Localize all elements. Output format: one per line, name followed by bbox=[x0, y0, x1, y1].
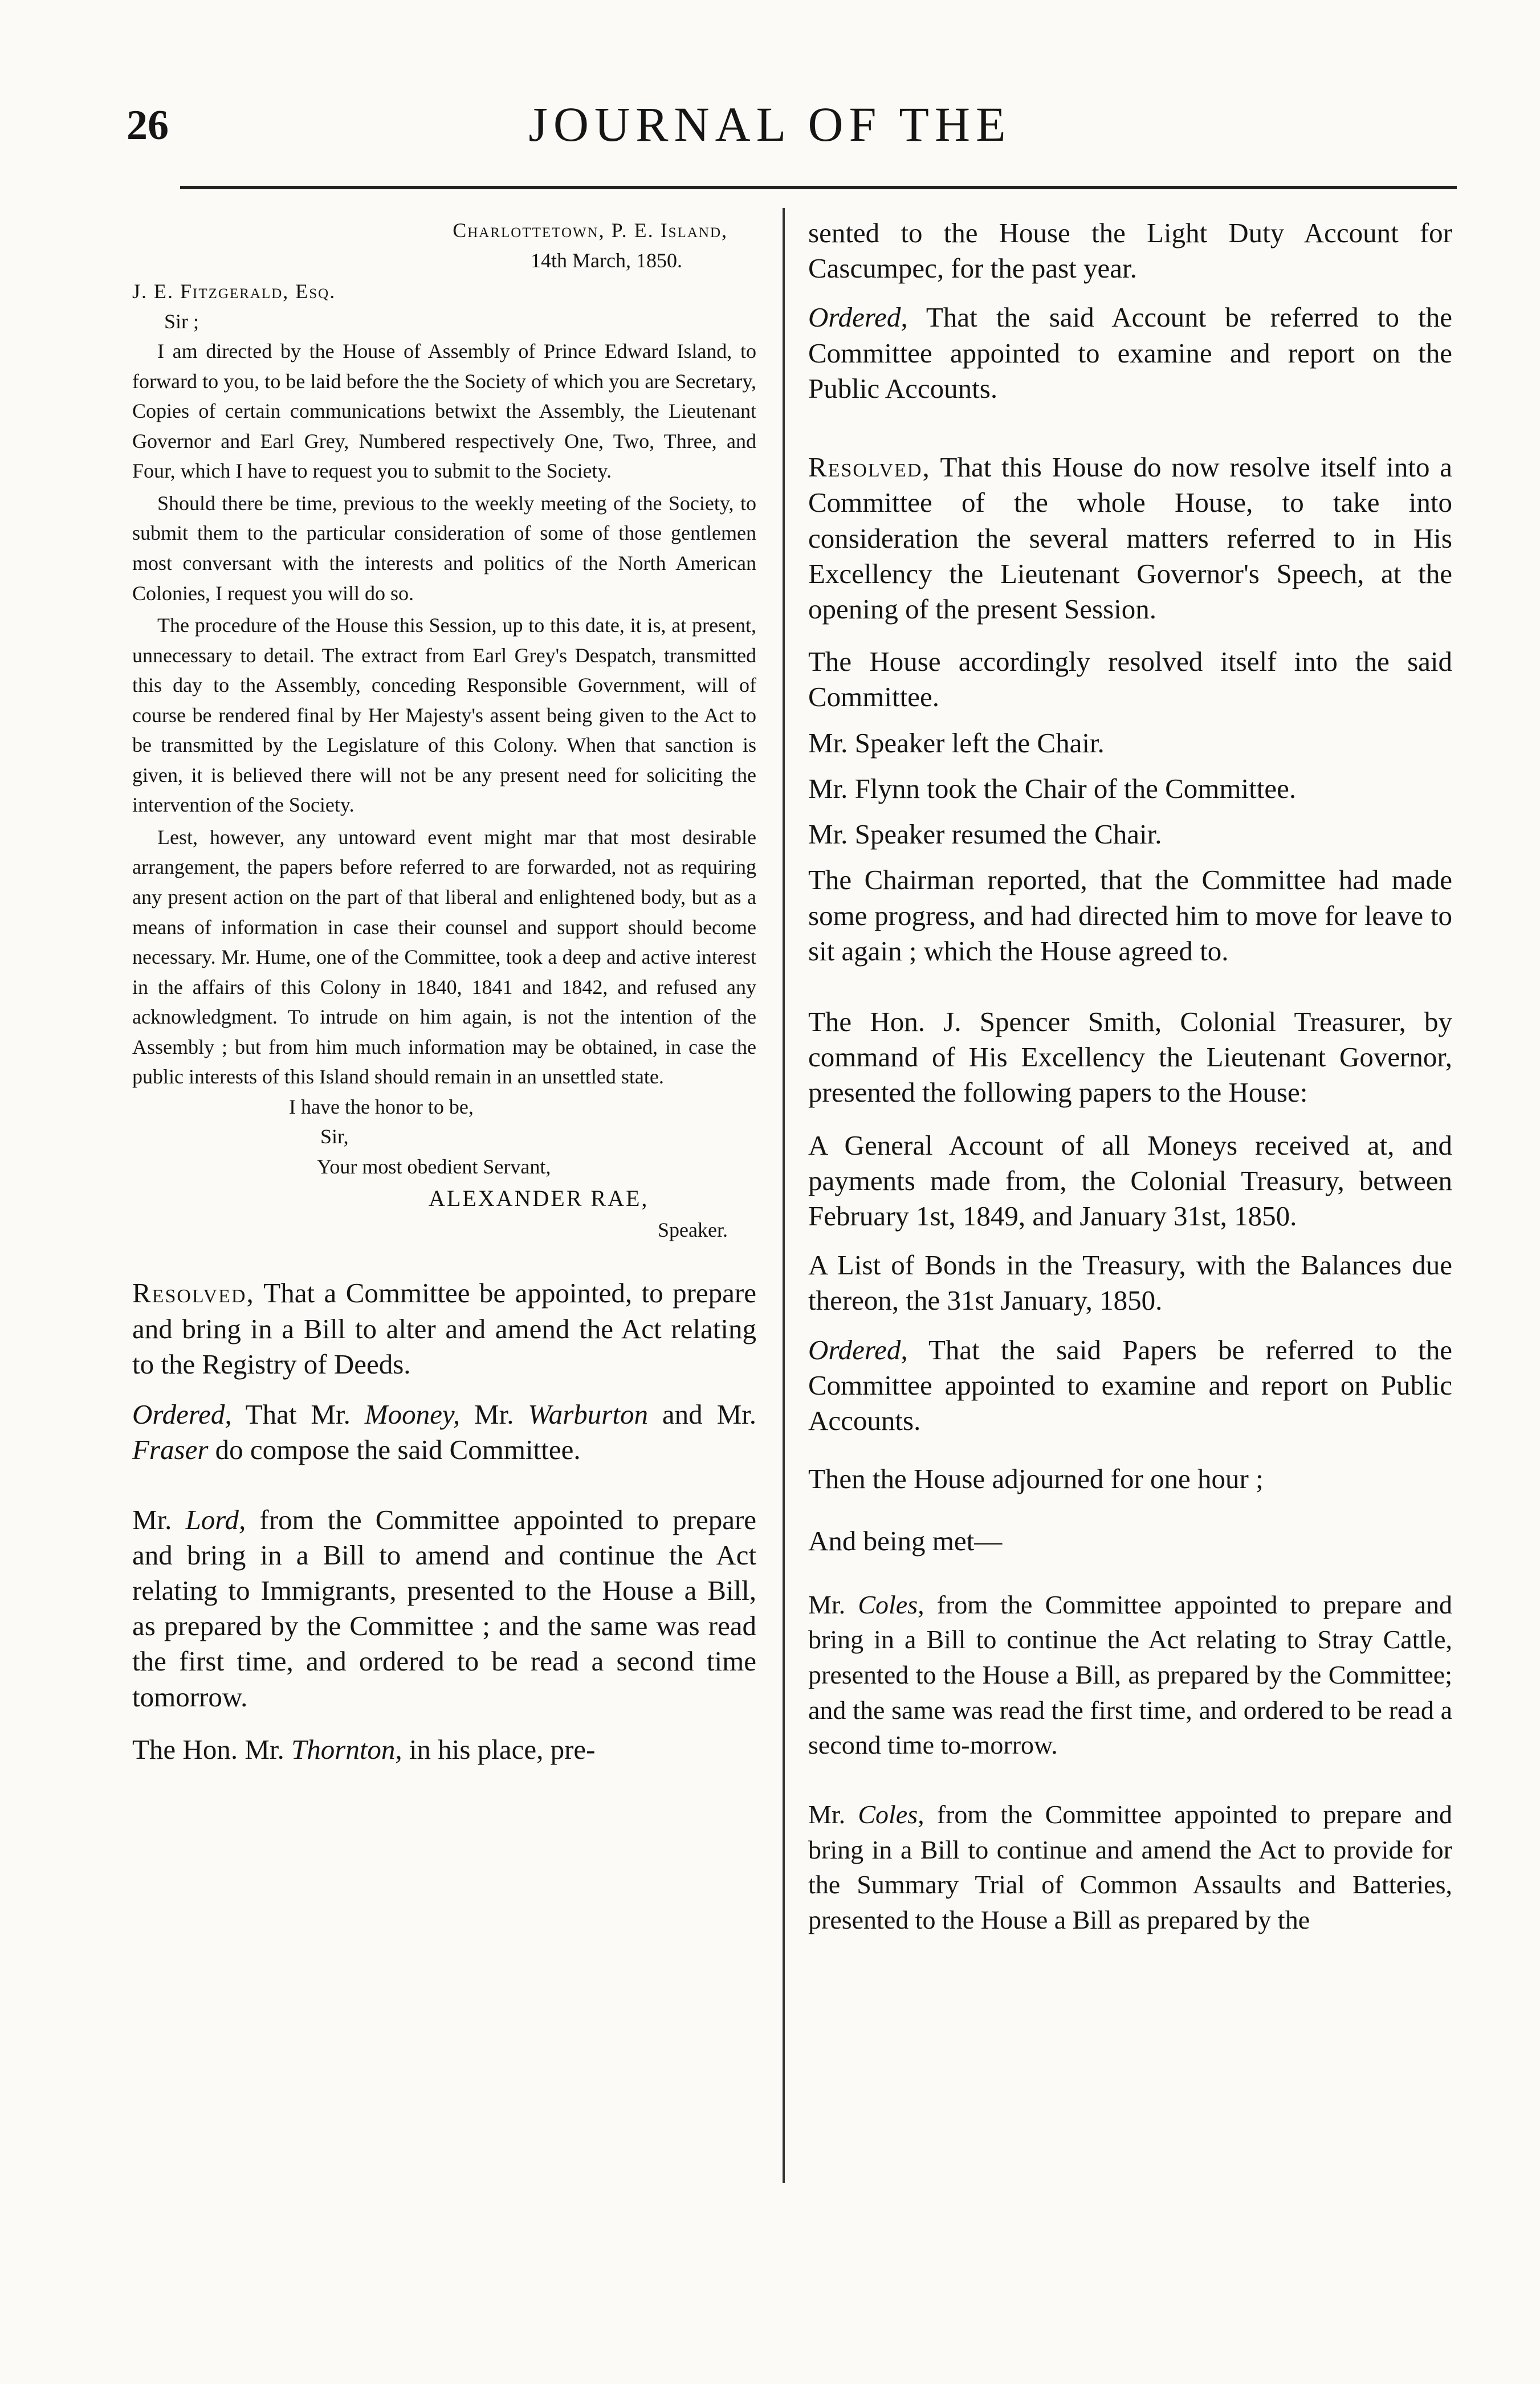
paragraph-text: The Hon. Mr. bbox=[132, 1733, 291, 1765]
treasurer-papers: The Hon. J. Spencer Smith, Colonial Treasurer, by command of His Excellency the Lieutenant Governor, presented the following papers to the House: bbox=[808, 1005, 1452, 1109]
closing-line: Your most obedient Servant, bbox=[317, 1155, 551, 1178]
member-name: Coles, bbox=[858, 1799, 924, 1829]
resolution-text: That a Committee be appointed, to prepare and bring in a Bill to alter and amend the Act relating to the Registry of Deeds. bbox=[132, 1277, 756, 1380]
flynn-chair: Mr. Flynn took the Chair of the Committee. bbox=[808, 772, 1297, 804]
signature: ALEXANDER RAE, bbox=[429, 1185, 649, 1211]
bill-text: Mr. bbox=[808, 1590, 858, 1619]
speaker-resumed: Mr. Speaker resumed the Chair. bbox=[808, 818, 1162, 850]
speaker-left: Mr. Speaker left the Chair. bbox=[808, 727, 1105, 759]
resolved-lead: Resolved, bbox=[132, 1277, 255, 1309]
light-duty-paragraph: sented to the House the Light Duty Account for Cascumpec, for the past year. bbox=[808, 217, 1452, 284]
adjourned: Then the House adjourned for one hour ; bbox=[808, 1463, 1264, 1495]
general-account: A General Account of all Moneys received at, and payments made from, the Colonial Treasury, between February 1st, 1849, and January 31st, 1850. bbox=[808, 1129, 1452, 1232]
closing-line: I have the honor to be, bbox=[289, 1095, 474, 1118]
member-name: Fraser bbox=[132, 1434, 209, 1466]
committee-paragraph: The House accordingly resolved itself into the said Committee. bbox=[808, 646, 1452, 713]
bill-immigrants bbox=[132, 1502, 756, 1715]
resolved-lead: Resolved, bbox=[808, 451, 931, 483]
coles-stray-cattle bbox=[808, 1587, 1452, 1763]
letter-salutation: Sir ; bbox=[164, 309, 199, 333]
letter-closing bbox=[132, 1092, 756, 1245]
signature-title: Speaker. bbox=[658, 1218, 728, 1241]
dateline-place: Charlottetown, P. E. Island, bbox=[453, 219, 728, 242]
chairman-report: The Chairman reported, that the Committee had made some progress, and had directed him to move for leave to sit again ; which the House agreed to. bbox=[808, 864, 1452, 967]
member-name: Coles, bbox=[858, 1590, 924, 1619]
left-column bbox=[132, 215, 756, 1767]
resolution-registry bbox=[132, 1275, 756, 1382]
bill-text: Mr. bbox=[132, 1503, 186, 1535]
bonds-list: A List of Bonds in the Treasury, with the Balances due thereon, the 31st January, 1850. bbox=[808, 1249, 1452, 1317]
header-rule bbox=[180, 186, 1457, 189]
letter-paragraph: I am directed by the House of Assembly of Prince Edward Island, to forward to you, to be laid before the the Society of which you are Secretary, Copies of certain communications betwixt the Assembly, the Lieutenant Governor and Earl Grey, Numbered respectively One, Two, Three, and Four, which I have to request you to submit to the Society. bbox=[132, 340, 756, 483]
page-number: 26 bbox=[127, 102, 169, 149]
order-text: do compose the said Committee. bbox=[208, 1434, 581, 1466]
letter-body bbox=[132, 336, 756, 1092]
letter bbox=[132, 215, 756, 1245]
ordered-lead: Ordered, bbox=[808, 1334, 908, 1366]
right-column bbox=[808, 215, 1452, 1937]
closing-line: Sir, bbox=[320, 1125, 349, 1148]
member-name: Mooney, bbox=[364, 1399, 461, 1431]
order-papers bbox=[808, 1332, 1452, 1439]
letter-paragraph: Lest, however, any untoward event might mar that most desirable arrangement, the papers before referred to are forwarded, not as requiring any present action on the part of that liberal and enlightened body, but as a means of information in case their counsel and support should become necessary. Mr. Hume, one of the Committee, took a deep and active interest in the affairs of this Colony in 1840, 1841 and 1842, and refused any acknowledgment. To intrude on him again, is not the intention of the Assembly ; but from him much information may be obtained, in case the public interests of this Island should remain in an unsettled state. bbox=[132, 825, 756, 1089]
ordered-lead: Ordered, bbox=[808, 301, 908, 333]
order-accounts bbox=[808, 300, 1452, 406]
order-text: and Mr. bbox=[647, 1399, 757, 1431]
ordered-lead: Ordered, bbox=[132, 1399, 232, 1431]
coles-assaults bbox=[808, 1797, 1452, 1938]
letter-paragraph: Should there be time, previous to the weekly meeting of the Society, to submit them to the particular consideration of some of those gentlemen most conversant with the interests and politics of the North American Colonies, I request you will do so. bbox=[132, 491, 756, 605]
resolution-whole-house bbox=[808, 450, 1452, 627]
member-name: Thornton, bbox=[291, 1733, 402, 1765]
column-divider bbox=[783, 208, 785, 2183]
member-name: Lord, bbox=[185, 1503, 246, 1535]
resolution-text: That this House do now resolve itself into a Committee of the whole House, to take into consideration the several matters referred to in His Excellency the Lieutenant Governor's Speech, at the opening of the present Session. bbox=[808, 451, 1452, 625]
letter-paragraph: The procedure of the House this Session, up to this date, it is, at present, unnecessary to detail. The extract from Earl Grey's Despatch, transmitted this day to the Assembly, conceding Responsible Government, will of course be rendered final by Her Majesty's assent being given to the Act to be transmitted by the Legislature of this Colony. When that sanction is given, it is believed there will not be any present need for soliciting the intervention of the Society. bbox=[132, 614, 756, 817]
dateline-date: 14th March, 1850. bbox=[531, 248, 682, 272]
running-head: JOURNAL OF THE bbox=[528, 97, 1012, 152]
bill-text: from the Committee appointed to prepare and bring in a Bill to amend and continue the Act relating to Immigrants, presented to the House a Bill, as prepared by the Committee ; and the same was read the first time, and ordered to be read a second time tomorrow. bbox=[132, 1503, 757, 1713]
order-text: Mr. bbox=[460, 1399, 528, 1431]
order-committee bbox=[132, 1397, 756, 1468]
coles-bills bbox=[808, 1587, 1452, 1938]
bill-text: from the Committee appointed to prepare and bring in a Bill to continue and amend the Act to provide for the Summary Trial of Common Assaults and Batteries, presented to the House a Bill as prepared by the bbox=[808, 1799, 1452, 1934]
thornton-paragraph bbox=[132, 1732, 756, 1767]
order-text: That Mr. bbox=[231, 1399, 365, 1431]
being-met: And being met— bbox=[808, 1525, 1003, 1556]
bill-text: from the Committee appointed to prepare and bring in a Bill to continue the Act relating to Stray Cattle, presented to the House a Bill, as prepared by the Committee; and the same was read the first time, and ordered to be read a second time to-morrow. bbox=[808, 1590, 1452, 1760]
member-name: Warburton bbox=[528, 1399, 648, 1431]
paragraph-text: in his place, pre- bbox=[402, 1733, 596, 1765]
bill-text: Mr. bbox=[808, 1799, 858, 1829]
order-text: That the said Papers be referred to the Committee appointed to examine and report on Public Accounts. bbox=[808, 1334, 1452, 1437]
letter-dateline bbox=[132, 215, 756, 275]
letter-addressee: J. E. Fitzgerald, Esq. bbox=[132, 280, 336, 303]
left-proceedings bbox=[132, 1275, 756, 1767]
order-text: That the said Account be referred to the Committee appointed to examine and report on the Public Accounts. bbox=[808, 301, 1452, 404]
